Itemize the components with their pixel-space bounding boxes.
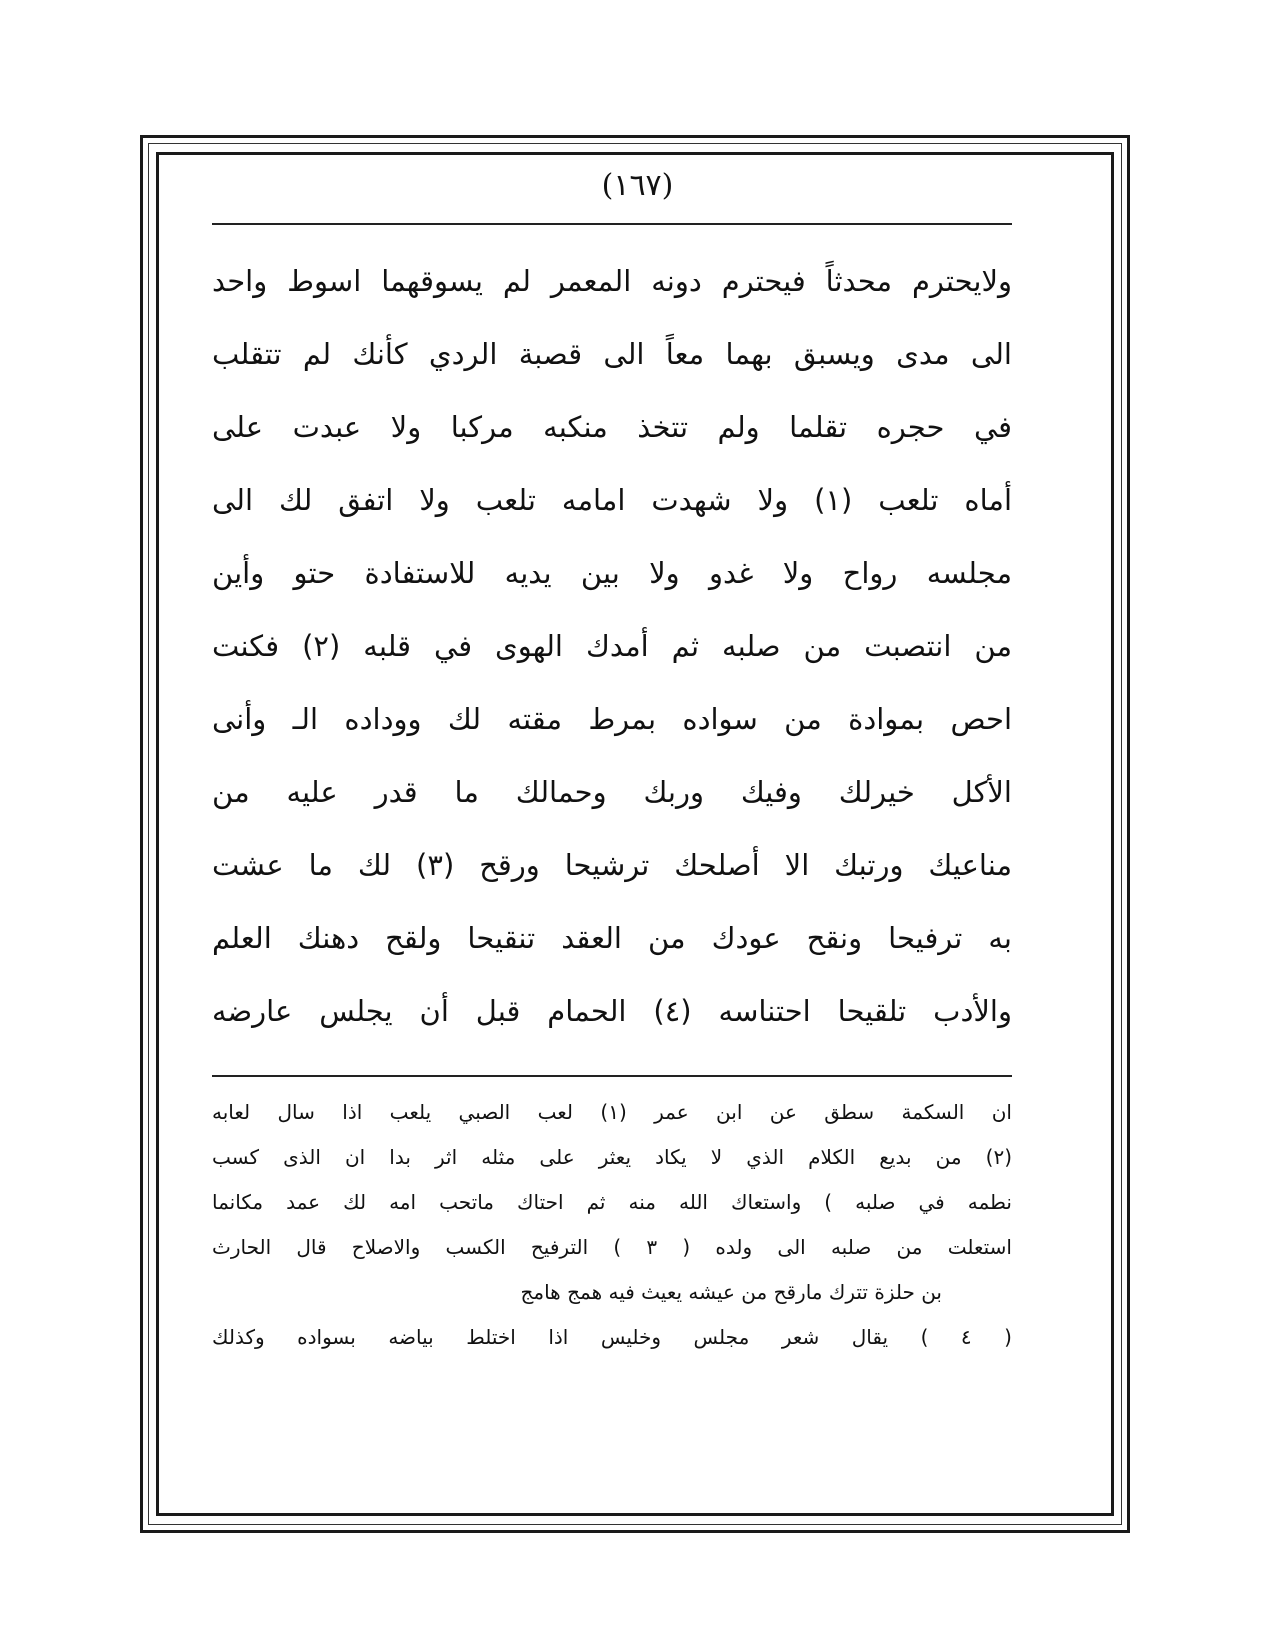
- body-line: به ترفيحا ونقح عودك من العقد تنقيحا ولقح دهنك العلم: [212, 921, 1012, 955]
- header-rule: [212, 223, 1012, 225]
- body-line: ولايحترم محدثاً فيحترم دونه المعمر لم يسوقهما اسوط واحد: [212, 264, 1012, 298]
- body-line: الأكل خيرلك وفيك وربك وحمالك ما قدر عليه من: [212, 775, 1012, 809]
- main-text: [212, 245, 1012, 1048]
- body-line: أماه تلعب (١) ولا شهدت امامه تلعب ولا اتفق لك الى: [212, 483, 1012, 517]
- body-line: مناعيك ورتبك الا أصلحك ترشيحا ورقح (٣) لك ما عشت: [212, 848, 1012, 882]
- footnote-rule: [212, 1075, 1012, 1077]
- body-line: في حجره تقلما ولم تتخذ منكبه مركبا ولا عبدت على: [212, 410, 1012, 444]
- body-line: مجلسه رواح ولا غدو ولا بين يديه للاستفادة حتو وأين: [212, 556, 1012, 590]
- footnote-line: ان السكمة سطق عن ابن عمر (١) لعب الصبي يلعب اذا سال لعابه: [212, 1100, 1012, 1124]
- footnotes: [212, 1090, 1012, 1360]
- footnote-line: ( ٤ ) يقال شعر مجلس وخليس اذا اختلط بياضه بسواده وكذلك: [212, 1325, 1012, 1349]
- footnote-line: استعلت من صلبه الى ولده ( ٣ ) الترفيح الكسب والاصلاح قال الحارث: [212, 1235, 1012, 1259]
- footnote-verse-line: بن حلزة تترك مارقح من عيشه يعيث فيه همج هامج: [520, 1280, 942, 1304]
- footnote-line: نطمه في صلبه ) واستعاك الله منه ثم احتاك ماتحب امه لك عمد مكانما: [212, 1190, 1012, 1214]
- body-line: الى مدى ويسبق بهما معاً الى قصبة الردي كأنك لم تتقلب: [212, 337, 1012, 371]
- footnote-line: (٢) من بديع الكلام الذي لا يكاد يعثر على مثله اثر بدا ان الذى كسب: [212, 1145, 1012, 1169]
- page-number: (١٦٧): [601, 168, 674, 203]
- body-line: والأدب تلقيحا احتناسه (٤) الحمام قبل أن يجلس عارضه: [212, 994, 1012, 1028]
- body-line: من انتصبت من صلبه ثم أمدك الهوى في قلبه (٢) فكنت: [212, 629, 1012, 663]
- body-line: احص بموادة من سواده بمرط مقته لك ووداده الـ وأنى: [212, 702, 1012, 736]
